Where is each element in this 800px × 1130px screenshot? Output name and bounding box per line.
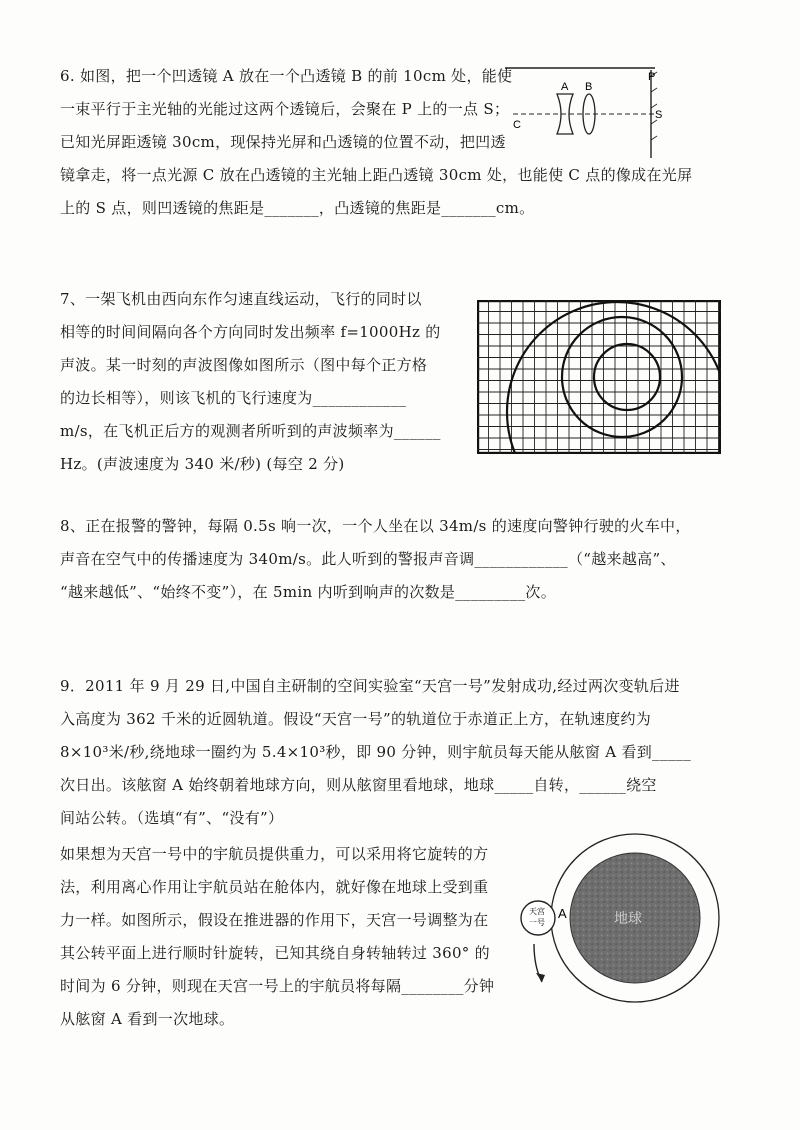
question-7 (60, 283, 441, 481)
q7-line-5: m/s，在飞机正后方的观测者所听到的声波频率为______ (60, 422, 441, 440)
q9-line-5: 间站公转。（选填“有”、“没有”） (60, 809, 284, 827)
label-s: S (655, 109, 663, 121)
question-8 (60, 510, 691, 609)
q9-side-line-5: 时间为 6 分钟，则现在天宫一号上的宇航员将每隔________分钟 (60, 977, 495, 995)
q8-line-1: 8、正在报警的警钟，每隔 0.5s 响一次，一个人坐在以 34m/s 的速度向警钟行驶的火车中， (60, 517, 691, 535)
q8-line-3: “越来越低”、“始终不变”），在 5min 内听到响声的次数是_________次。 (60, 583, 557, 601)
label-a: A (561, 81, 569, 93)
station-label-2: 一号 (529, 918, 545, 927)
q7-line-6: Hz。(声波速度为 340 米/秒) (每空 2 分) (60, 455, 345, 473)
label-b: B (585, 81, 593, 93)
sound-wave-grid (477, 300, 721, 454)
q9-side-line-1: 如果想为天宫一号中的宇航员提供重力，可以采用将它旋转的方 (60, 845, 489, 863)
q7-line-4: 的边长相等），则该飞机的飞行速度为____________ (60, 389, 407, 407)
earth-orbit-diagram (510, 832, 742, 1004)
q6-line-4: 镜拿走，将一点光源 C 放在凸透镜的主光轴上距凸透镜 30cm 处，也能使 C 点的像成在光屏 (60, 166, 693, 184)
window-label: A (558, 906, 567, 921)
q6-line-2: 一束平行于主光轴的光能过这两个透镜后，会聚在 P 上的一点 S； (60, 100, 510, 118)
q8-line-2: 声音在空气中的传播速度为 340m/s。此人听到的警报声音调____________（“越来越高”、 (60, 550, 676, 568)
q9-line-2: 入高度为 362 千米的近圆轨道。假设“天宫一号”的轨道位于赤道正上方，在轨速度约为 (60, 710, 652, 728)
q7-line-3: 声波。某一时刻的声波图像如图所示（图中每个正方格 (60, 356, 428, 374)
question-9-part-2 (60, 838, 494, 1036)
q6-line-3: 已知光屏距透镜 30cm，现保持光屏和凸透镜的位置不动，把凹透 (60, 133, 506, 151)
q9-side-line-3: 力一样。如图所示，假设在推进器的作用下，天宫一号调整为在 (60, 911, 489, 929)
wave-front-1 (507, 302, 721, 454)
q9-line-1: 9．2011 年 9 月 29 日,中国自主研制的空间实验室“天宫一号”发射成功,经过两次变轨后进 (60, 677, 680, 695)
q9-line-3: 8×10³米/秒,绕地球一圈约为 5.4×10³秒，即 90 分钟，则宇航员每天能从舷窗 A 看到_____ (60, 743, 692, 761)
q7-line-2: 相等的时间间隔向各个方向同时发出频率 f=1000Hz 的 (60, 323, 441, 341)
label-c: C (513, 119, 521, 131)
wave-front-2 (562, 317, 682, 437)
question-9 (60, 670, 691, 835)
q6-line-1: 6. 如图，把一个凹透镜 A 放在一个凸透镜 B 的前 10cm 处，能使 (60, 67, 513, 85)
station-label-1: 天宫 (529, 907, 545, 916)
q9-side-line-6: 从舷窗 A 看到一次地球。 (60, 1010, 235, 1028)
q9-side-line-2: 法，利用离心作用让宇航员站在舱体内，就好像在地球上受到重 (60, 878, 489, 896)
q6-line-5: 上的 S 点，则凹透镜的焦距是_______，凸透镜的焦距是_______cm。 (60, 199, 535, 217)
earth-label: 地球 (614, 910, 642, 926)
q9-line-4: 次日出。该舷窗 A 始终朝着地球方向，则从舷窗里看地球，地球_____自转，______绕空 (60, 776, 657, 794)
label-p: P (648, 71, 656, 83)
lens-diagram (505, 62, 665, 162)
q9-side-line-4: 其公转平面上进行顺时针旋转，已知其绕自身转轴转过 360° 的 (60, 944, 490, 962)
q7-line-1: 7、一架飞机由西向东作匀速直线运动，飞行的同时以 (60, 290, 422, 308)
